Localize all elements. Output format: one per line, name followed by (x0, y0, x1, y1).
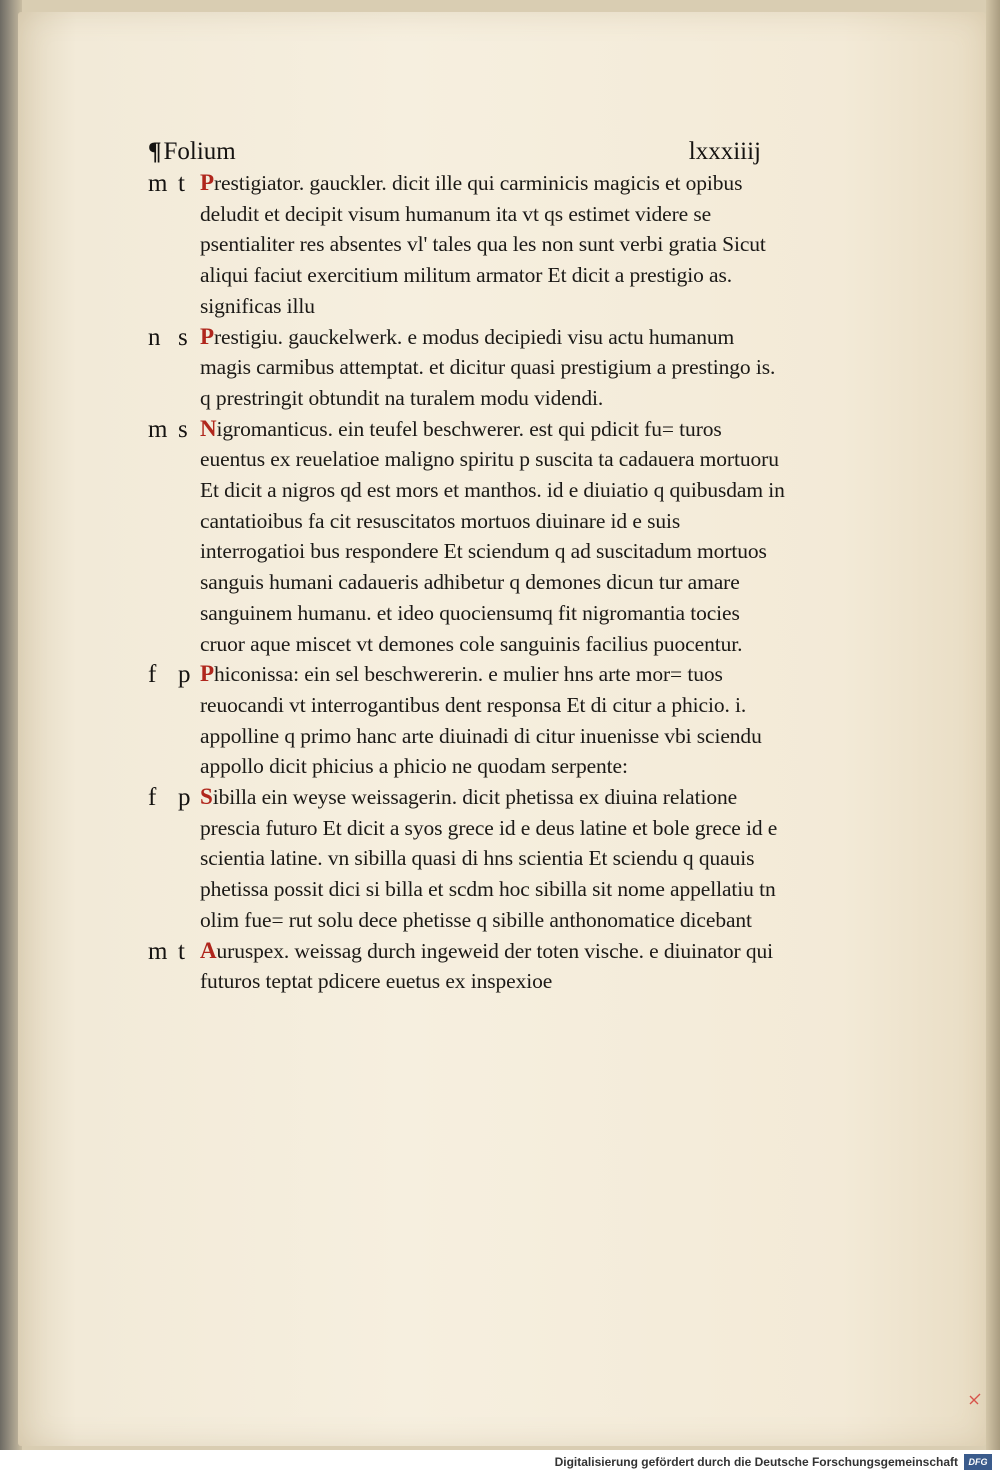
funding-credit: Digitalisierung gefördert durch die Deutsche Forschungsgemeinschaft (554, 1455, 958, 1469)
red-pencil-mark-icon (968, 1392, 982, 1406)
margin-letter-declension: s (178, 323, 188, 351)
rubricated-initial: S (200, 784, 213, 810)
margin-letter-declension: p (178, 661, 191, 689)
margin-letter-gender: f (148, 661, 157, 689)
margin-letter-gender: m (148, 170, 168, 197)
margin-letter-declension: t (178, 170, 185, 197)
rubricated-initial: P (200, 661, 214, 687)
margin-letter-declension: s (178, 415, 188, 443)
margin-letter-declension: p (178, 784, 191, 812)
rubricated-initial: A (200, 937, 217, 963)
margin-letter-gender: m (148, 937, 168, 965)
rubricated-initial: N (200, 415, 217, 441)
digitization-footer (0, 1450, 1000, 1475)
glossary-entries (148, 168, 788, 997)
entry-text: Prestigiator. gauckler. dicit ille qui carminicis magicis et opibus deludit et decipit visum humanum ita vt qs estimet videre se psentialiter res absentes vl' tales qua les non sunt verbi gratia Sicut aliqui faciut exercitium militum armator Et dicit a prestigio as. significas illu (200, 170, 766, 318)
glossary-entry (148, 659, 788, 782)
folio-label: ¶Folium (148, 138, 236, 165)
margin-letter-gender: m (148, 415, 168, 443)
glossary-entry (148, 936, 788, 997)
pilcrow-icon: ¶ (148, 138, 162, 165)
margin-letter-gender: f (148, 784, 157, 812)
page-edges (986, 0, 1000, 1450)
glossary-entry (148, 168, 788, 322)
entry-text: Nigromanticus. ein teufel beschwerer. est qui pdicit fu= turos euentus ex reuelatioe maligno spiritu p suscita ta cadauera mortuoru Et dicit a nigros qd est mors et manthos. id e diuiatio q quibusdam in cantatioibus fa cit resuscitatos mortuos diuinare id e suis interrogatioi bus respondere Et sciendum q ad suscitadum mortuos sanguis humani cadaueris adhibetur q demones dicun tur amare sanguinem humanu. et ideo quociensumq fit nigromantia tocies cruor aque miscet vt demones cole sanguinis facilius puocentur. (200, 415, 785, 656)
entry-text: Prestigiu. gauckelwerk. e modus decipiedi visu actu humanum magis carmibus attemptat. et dicitur quasi prestigium a prestingo is. q prestringit obtundit na turalem modu videndi. (200, 323, 776, 410)
margin-letter-declension: t (178, 937, 185, 965)
dfg-logo: DFG (964, 1454, 992, 1470)
margin-letter-gender: n (148, 323, 161, 351)
glossary-entry (148, 414, 788, 660)
entry-text: Auruspex. weissag durch ingeweid der toten vische. e diuinator qui futuros teptat pdicere euetus ex inspexioe (200, 937, 774, 994)
glossary-entry (148, 782, 788, 936)
glossary-entry (148, 322, 788, 414)
entry-text: Phiconissa: ein sel beschwererin. e mulier hns arte mor= tuos reuocandi vt interrogantibus dent responsa Et di citur a phicio. i. appolline q primo hanc arte diuinadi di citur inuenisse vbi sciendu appollo dicit phicius a phicio ne quodam serpente: (200, 661, 762, 779)
entry-text: Sibilla ein weyse weissagerin. dicit phetissa ex diuina relatione prescia futuro Et dicit a syos grece id e deus latine et bole grece id e scientia latine. vn sibilla quasi di hns scientia Et sciendu q quauis phetissa possit dici si billa et scdm hoc sibilla sit nome appellatiu tn olim fue= rut solu dece phetisse q sibille anthonomatice dicebant (200, 784, 778, 932)
folio-number: lxxxiiij (688, 138, 761, 165)
rubricated-initial: P (200, 323, 214, 349)
rubricated-initial: P (200, 170, 214, 195)
